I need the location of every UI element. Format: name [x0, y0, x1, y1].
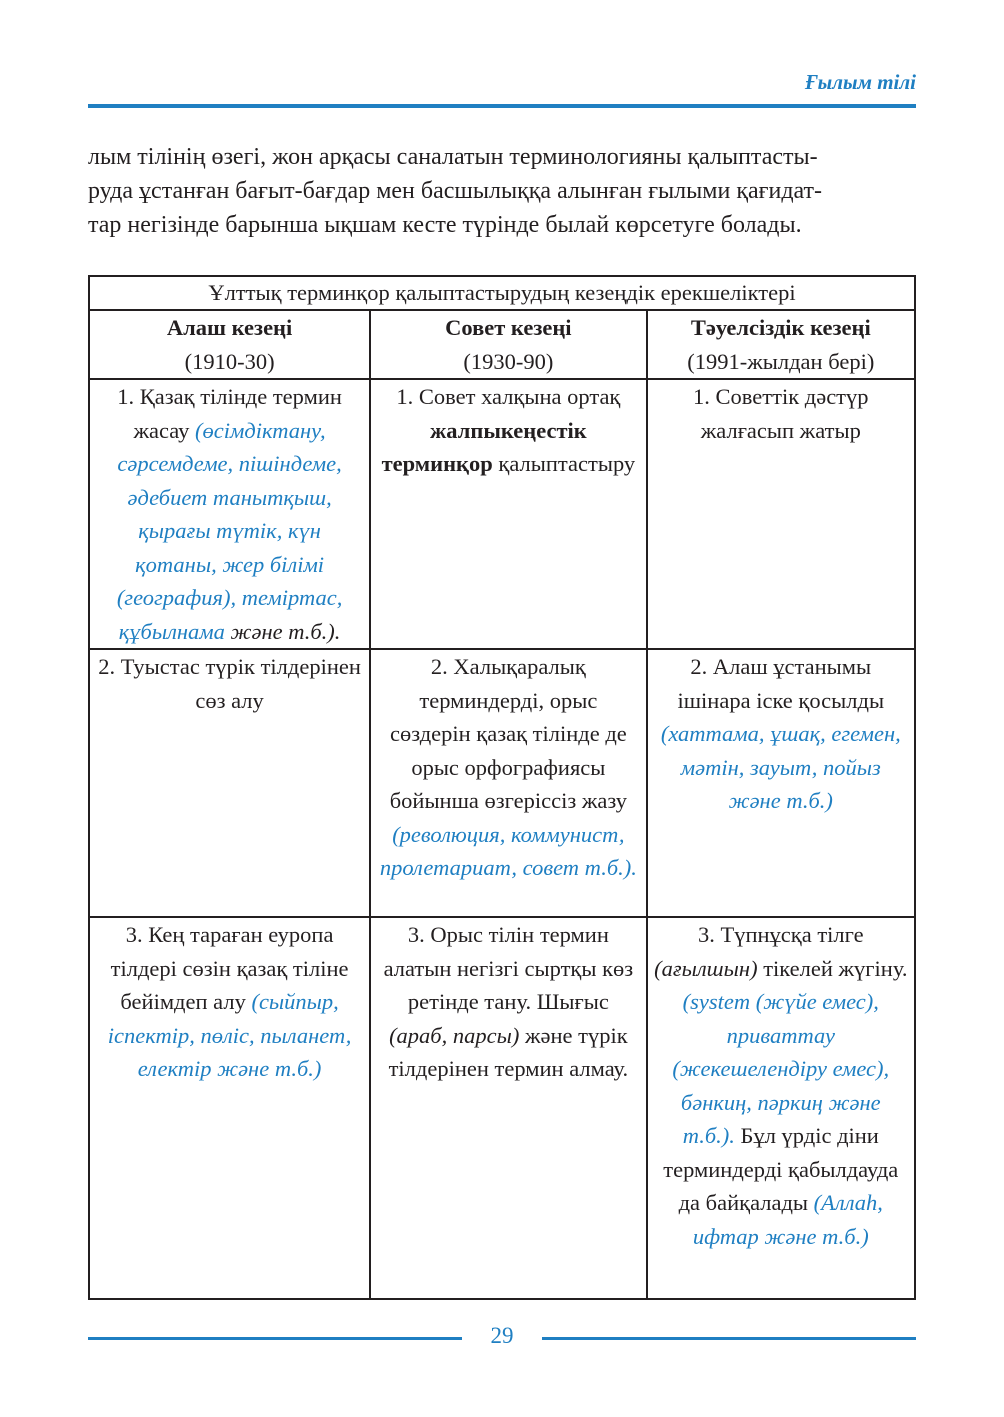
cell-soviet-1	[370, 379, 646, 649]
table-row	[89, 917, 915, 1299]
cell-text: 2. Алаш ұстанымы ішінара іске қосылды	[677, 654, 885, 713]
cell-alash-1	[89, 379, 370, 649]
column-header-alash	[89, 310, 370, 379]
cell-soviet-3	[370, 917, 646, 1299]
footer-rule-right	[542, 1337, 916, 1340]
cell-text: 1. Советтік дәстүр жалғасып жатыр	[693, 384, 869, 443]
cell-independence-1	[647, 379, 915, 649]
cell-alash-2	[89, 649, 370, 917]
terminology-periods-table	[88, 275, 916, 1300]
table-row	[89, 379, 915, 649]
cell-text: 1. Совет халқына ортақ	[396, 384, 621, 409]
cell-text: 3. Түпнұсқа тілге	[697, 922, 864, 947]
period-name: Тәуелсіздік кезеңі	[690, 315, 871, 340]
intro-paragraph	[88, 140, 916, 242]
table-header-row	[89, 310, 915, 379]
period-name: Совет кезеңі	[445, 315, 572, 340]
cell-bold-term: жалпыкеңестік терминқор	[381, 417, 587, 476]
column-header-soviet	[370, 310, 646, 379]
cell-alash-3	[89, 917, 370, 1299]
footer-rule-left	[88, 1337, 462, 1340]
cell-text: 3. Орыс тілін термин алатын негізгі сыртқы көз ретінде тану. Шығыс	[383, 922, 634, 1014]
cell-soviet-2	[370, 649, 646, 917]
cell-text: 1. Қазақ тілінде термин жасау	[117, 384, 342, 443]
cell-text: 2. Халықаралық терминдерді, орыс сөздерін қазақ тілінде де орыс орфографиясы бойынша өзгеріссіз жазу	[389, 654, 628, 813]
period-years: (1930-90)	[463, 348, 554, 374]
intro-line: тар негізінде барынша ықшам кесте түрінде былай көрсетуге болады.	[88, 212, 802, 238]
cell-examples: (сыйпыр, іспектір, пөліс, пыланет, електір және т.б.)	[107, 989, 352, 1081]
period-years: (1991-жылдан бері)	[687, 348, 875, 374]
table-caption: Ұлттық терминқор қалыптастырудың кезеңдік ерекшеліктері	[89, 276, 915, 310]
column-header-independence	[647, 310, 915, 379]
cell-examples: (өсімдіктану, сәрсемдеме, пішіндеме, әдебиет танытқыш, қырағы түтік, күн қотаны, жер білімі (география), теміртас, құбылнама	[116, 417, 343, 644]
cell-text: 3. Кең тараған еуропа тілдері сөзін қазақ тіліне бейімдеп алу	[110, 922, 349, 1014]
cell-text: 2. Туыстас түрік тілдерінен сөз алу	[98, 654, 361, 713]
cell-paren: (араб, парсы)	[389, 1022, 520, 1048]
intro-line: руда ұстанған бағыт-бағдар мен басшылыққа алынған ғылыми қағидат-	[88, 178, 823, 204]
cell-paren: (ағылшын)	[654, 955, 758, 981]
cell-mid: тікелей жүгіну.	[757, 955, 908, 981]
cell-examples-2: (Аллаһ, ифтар және т.б.)	[692, 1190, 883, 1249]
cell-examples: (хаттама, ұшақ, егемен, мәтін, зауыт, пойыз және т.б.)	[660, 721, 901, 813]
running-header-title: Ғылым тілі	[804, 70, 916, 94]
period-years: (1910-30)	[184, 348, 275, 374]
cell-independence-2	[647, 649, 915, 917]
cell-tail: және т.б.).	[224, 618, 341, 644]
page-number: 29	[490, 1323, 514, 1348]
cell-tail: және түрік тілдерінен термин алмау.	[388, 1022, 629, 1081]
header-rule	[88, 104, 916, 108]
table-row	[89, 649, 915, 917]
cell-tail: Бұл үрдіс діни терминдерді қабылдауда да байқалады	[663, 1123, 899, 1215]
cell-examples: (революция, коммунист, пролетариат, совет т.б.).	[379, 821, 637, 880]
intro-line: лым тілінің өзегі, жон арқасы саналатын терминологияны қалыптасты-	[88, 144, 818, 170]
cell-independence-3	[647, 917, 915, 1299]
period-name: Алаш кезеңі	[166, 315, 293, 340]
cell-examples: (systеm (жүйе емес), приваттау (жекешелендіру емес), бәнкиң, пәркиң және т.б.).	[672, 989, 890, 1148]
cell-tail: қалыптастыру	[492, 451, 636, 476]
